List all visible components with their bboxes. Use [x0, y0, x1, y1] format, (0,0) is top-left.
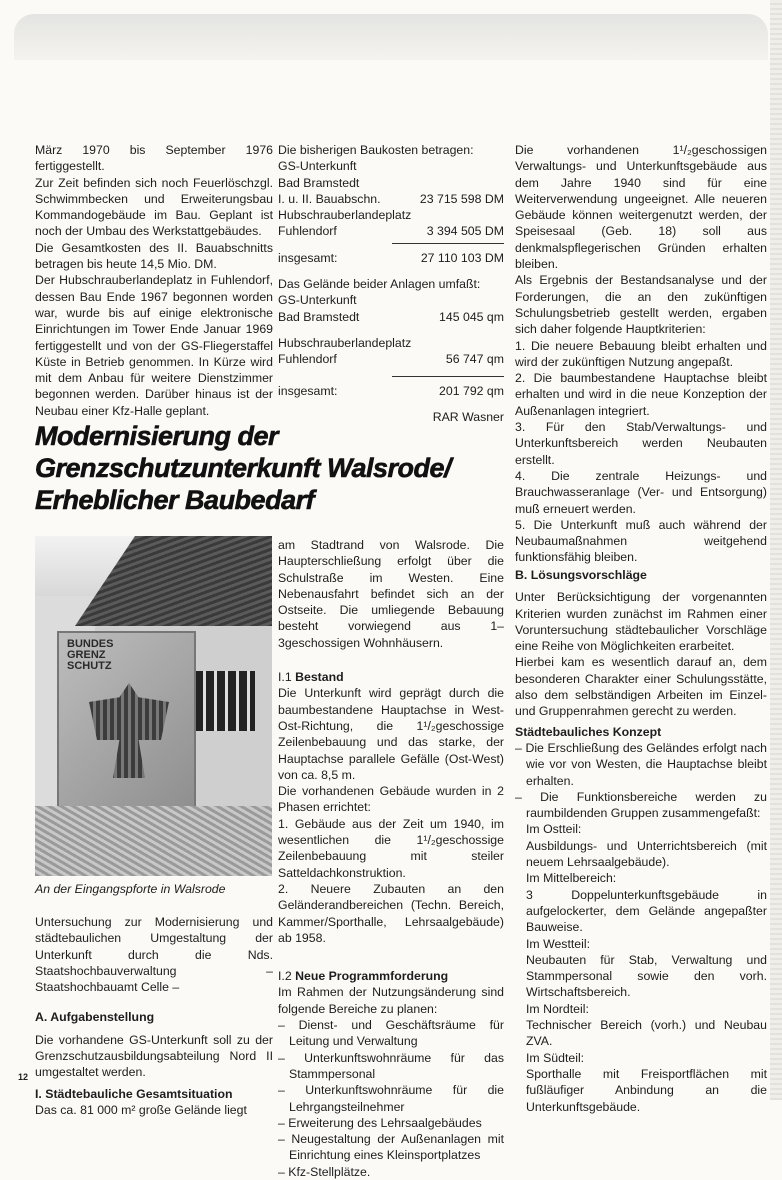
- area-total-row: [278, 383, 504, 399]
- costs-intro: Die bisherigen Baukosten betragen:: [278, 143, 474, 157]
- list-item: – Kfz-Stellplätze.: [278, 1164, 371, 1179]
- section-number: I.1: [278, 670, 292, 685]
- headline-line: Modernisierung der: [35, 421, 279, 451]
- paragraph: Die vorhandene GS-Unterkunft soll zu der Grenzschutzausbildungsabteilung Nord II umgestaltet werden.: [35, 1032, 273, 1080]
- area-label: Hubschrauberlandeplatz: [278, 335, 412, 350]
- list-item: – Die Funktionsbereiche werden zu raumbildenden Gruppen zusammengefaßt:: [515, 789, 767, 821]
- area-label: Im Nordteil:: [526, 1001, 589, 1016]
- paragraph: am Stadtrand von Walsrode. Die Haupterschließung erfolgt über die Schulstraße im Westen. Eine Nebenausfahrt befindet sich an der Ostseite. Die umliegende Bebauung besteht vorwiegend aus 1–3geschossigen Wohnhäusern.: [278, 538, 504, 650]
- area-description: Neubauten für Stab, Verwaltung und Stammpersonal sowie den vorh. Wirtschaftsbereich.: [526, 952, 767, 1000]
- eagle-emblem-icon: [89, 683, 169, 778]
- paragraph: Als Ergebnis der Bestandsanalyse und der Forderungen, die an den zukünftigen Schulungsbetrieb gestellt werden, ergaben sich daher folgende Hauptkriterien:: [515, 273, 767, 337]
- section-title: Neue Programmforderung: [295, 969, 449, 984]
- list-item: 1. Gebäude aus der Zeit um 1940, im wesentlichen die 1¹/₂geschossige Zeilenbebauung mit steiler Satteldachkonstruktion.: [278, 816, 504, 880]
- section-title: Bestand: [295, 670, 344, 685]
- area-label: Fuhlendorf: [278, 352, 337, 367]
- sign-text: BUNDES: [67, 638, 114, 650]
- area-label: Im Westteil:: [526, 936, 591, 951]
- cost-value: 3 394 505 DM: [426, 224, 504, 239]
- cost-summary: [278, 142, 504, 425]
- headline-line: Erheblicher Baubedarf: [35, 485, 315, 515]
- sum-rule: [392, 243, 504, 244]
- section-heading: I. Städtebauliche Gesamtsituation: [35, 1086, 233, 1101]
- paragraph: Der Hubschrauberlandeplatz in Fuhlendorf, dessen Bau Ende 1967 begonnen worden war, wurde bis auf einige elektronische Einrichtungen im Tower Ende Januar 1969 fertiggestellt und von der GS-Fliegerstaffel Küste in Betrieb genommen. In Kürze wird mit dem Anbau für weitere Dienstzimmer begonnen werden. Darüber hinaus ist der Neubau einer Kfz-Halle geplant.: [35, 273, 273, 418]
- costs-label: Bad Bramstedt: [278, 175, 360, 190]
- costs-label: Fuhlendorf: [278, 224, 337, 239]
- section-heading: A. Aufgabenstellung: [35, 1010, 155, 1025]
- paragraph: Das ca. 81 000 m² große Gelände liegt: [35, 1102, 247, 1117]
- area-value: 56 747 qm: [445, 352, 504, 367]
- subsection-heading: [278, 968, 504, 984]
- headline-line: Grenzschutzunterkunft Walsrode/: [35, 453, 452, 483]
- list-item: – Unterkunftswohnräume für die Lehrgangsteilnehmer: [278, 1083, 504, 1114]
- area-label: Im Südteil:: [526, 1050, 585, 1065]
- paragraph: Untersuchung zur Modernisierung und städtebaulichen Umgestaltung der Unterkunft durch die Nds. Staatshochbauverwaltung – Staatshochbauamt Celle –: [35, 915, 273, 995]
- paragraph: Die vorhandenen Gebäude wurden in 2 Phasen errichtet:: [278, 784, 504, 815]
- area-description: 3 Doppelunterkunftsgebäude in aufgelockerter, dem Gelände angepaßter Bauweise.: [526, 887, 767, 935]
- bgs-sign: [57, 631, 196, 810]
- list-item: 4. Die zentrale Heizungs- und Brauchwasseranlage (Ver- und Entsorgung) muß erneuert werden.: [515, 468, 767, 516]
- column-3-bottom: [515, 567, 767, 1115]
- subsection-heading: Städtebauliches Konzept: [515, 724, 662, 739]
- costs-label: GS-Unterkunft: [278, 159, 357, 174]
- photo-caption: An der Eingangspforte in Walsrode: [35, 882, 226, 896]
- list-item: – Die Erschließung des Geländes erfolgt nach wie vor von Westen, die Hauptachse bleibt erhalten.: [515, 740, 767, 788]
- list-item: – Unterkunftswohnräume für das Stammpersonal: [278, 1050, 504, 1081]
- area-description: Technischer Bereich (vorh.) und Neubau ZVA.: [526, 1018, 767, 1049]
- paragraph: Die Gesamtkosten des II. Bauabschnitts betragen bis heute 14,5 Mio. DM.: [35, 240, 273, 272]
- total-label: insgesamt:: [278, 250, 338, 265]
- sum-rule: [392, 376, 504, 377]
- area-intro: Das Gelände beider Anlagen umfaßt:: [278, 277, 481, 292]
- page-edge: [770, 0, 782, 1100]
- paragraph: Zur Zeit befinden sich noch Feuerlöschzgl. Schwimmbecken und Erweiterungsbau Kommandogebäude im Bau. Geplant ist noch der Umbau des Werkstattgebäudes.: [35, 175, 273, 239]
- area-label: Im Mittelbereich:: [526, 871, 617, 886]
- cost-total: 27 110 103 DM: [420, 250, 504, 265]
- cost-value: 23 715 598 DM: [419, 191, 504, 206]
- area-description: Sporthalle mit Freisportflächen mit fußläufiger Anbindung an die Unterkunftsgebäude.: [526, 1066, 767, 1114]
- page-number: 12: [18, 1072, 29, 1082]
- paragraph: Die vorhandenen 1¹/₂geschossigen Verwaltungs- und Unterkunftsgebäude aus dem Jahre 1940 sind für eine Weiterverwendung ungeeignet. Alle neueren Gebäude können weitergenutzt werden, der Speisesaal (Geb. 18) soll aus denkmalspflegerischen Gründen erhalten bleiben.: [515, 143, 767, 272]
- list-item: 2. Die baumbestandene Hauptachse bleibt erhalten und wird in die neue Konzeption der Außenanlagen integriert.: [515, 371, 767, 418]
- area-label: GS-Unterkunft: [278, 293, 357, 308]
- list-item: – Neugestaltung der Außenanlagen mit Einrichtung eines Kleinsportplatzes: [278, 1132, 504, 1163]
- paragraph: Die Unterkunft wird geprägt durch die baumbestandene Hauptachse in West-Ost-Richtung, die 1¹/₂geschossige Zeilenbebauung und das starke, der Hauptachse parallele Gefälle (Ost-West) von ca. 8,5 m.: [278, 686, 504, 782]
- section-number: I.2: [278, 969, 292, 984]
- column-3-top: [515, 142, 767, 566]
- area-value: 145 045 qm: [439, 309, 504, 324]
- paragraph: Im Rahmen der Nutzungsänderung sind folgende Bereiche zu planen:: [278, 985, 504, 1016]
- paragraph: Hierbei kam es wesentlich darauf an, dem besonderen Charakter einer Schulungsstätte, also dem selbständigen Arbeiten im Einzel- und Gruppenrahmen gerecht zu werden.: [515, 655, 767, 719]
- sign-text: GRENZ: [67, 649, 106, 661]
- costs-label: I. u. II. Bauabschn.: [278, 191, 381, 206]
- list-item: 3. Für den Stab/Verwaltungs- und Unterkunftsbereich werden Neubauten erstellt.: [515, 420, 767, 467]
- cost-row: [278, 223, 504, 239]
- area-label: Im Ostteil:: [526, 822, 582, 837]
- area-row: [278, 309, 504, 325]
- column-2-bottom: [278, 537, 504, 1180]
- area-description: Ausbildungs- und Unterrichtsbereich (mit neuem Lehrsaalgebäude).: [526, 838, 767, 870]
- author: RAR Wasner: [432, 409, 504, 424]
- entrance-photo: [35, 536, 272, 876]
- list-item: 5. Die Unterkunft muß auch während der Neubaumaßnahmen weitgehend funktionsfähig bleiben.: [515, 517, 767, 565]
- list-item: 1. Die neuere Bebauung bleibt erhalten und wird der zukünftigen Nutzung angepaßt.: [515, 338, 767, 369]
- page-top-band: [14, 14, 768, 60]
- list-item: – Dienst- und Geschäftsräume für Leitung und Verwaltung: [278, 1018, 504, 1049]
- area-row: [278, 351, 504, 367]
- costs-label: Hubschrauberlandeplatz: [278, 208, 412, 223]
- list-item: 2. Neuere Zubauten an den Geländerandbereichen (Techn. Bereich, Kammer/Sporthalle, Lehrsaalgebäude) ab 1958.: [278, 881, 504, 945]
- column-1-bottom: [35, 914, 273, 1118]
- paragraph: März 1970 bis September 1976 fertiggestellt.: [35, 143, 273, 174]
- paragraph: Unter Berücksichtigung der vorgenannten Kriterien wurden zunächst im Rahmen einer Voruntersuchung städtebaulicher Vorschläge eine Reihe von Möglichkeiten erarbeitet.: [515, 590, 767, 654]
- article-headline: [35, 420, 505, 516]
- cost-row: [278, 191, 504, 207]
- sign-text: SCHUTZ: [67, 660, 112, 672]
- area-label: Bad Bramstedt: [278, 309, 360, 324]
- total-label: insgesamt:: [278, 383, 338, 398]
- column-1-top: [35, 142, 273, 419]
- list-item: – Erweiterung des Lehrsaalgebäudes: [278, 1115, 482, 1130]
- subsection-heading: [278, 669, 504, 685]
- cost-total-row: [278, 250, 504, 266]
- area-total: 201 792 qm: [439, 383, 504, 398]
- section-heading: B. Lösungsvorschläge: [515, 568, 647, 582]
